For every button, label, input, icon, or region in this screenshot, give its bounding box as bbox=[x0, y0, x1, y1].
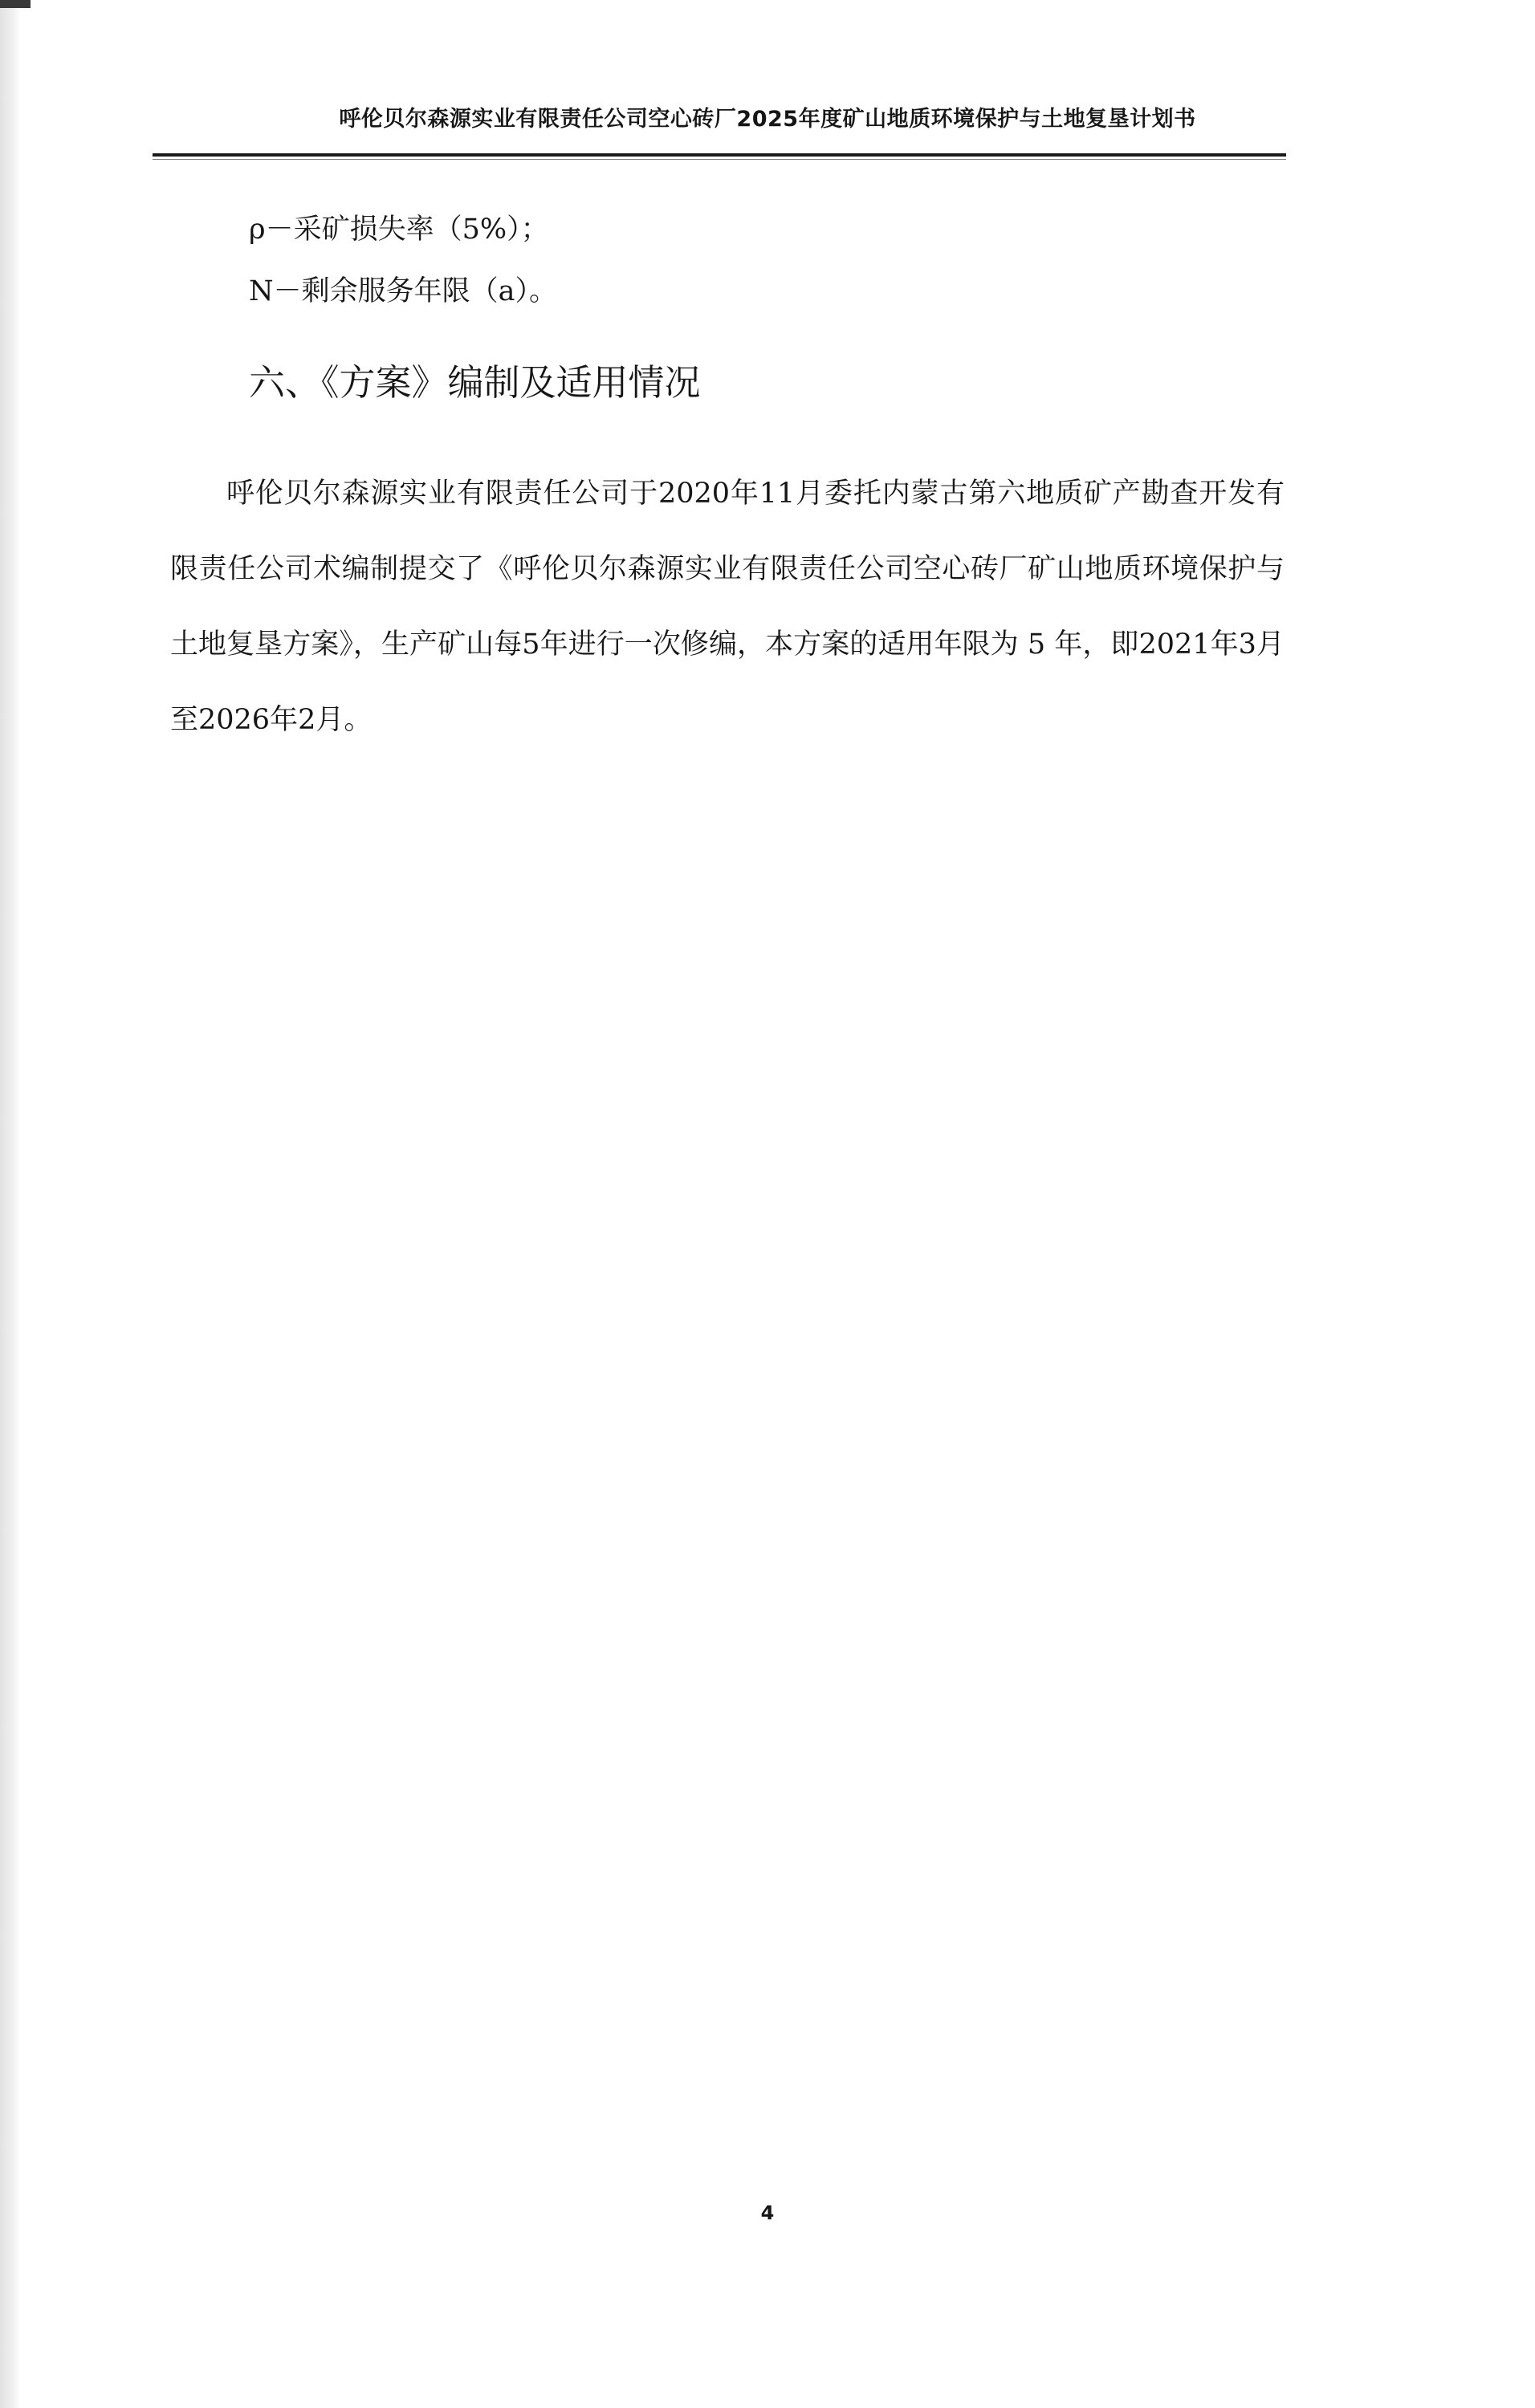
body-paragraph: 呼伦贝尔森源实业有限责任公司于2020年11月委托内蒙古第六地质矿产勘查开发有限责任公司术编制提交了《呼伦贝尔森源实业有限责任公司空心砖厂矿山地质环境保护与土地复垦方案》，生产矿山每5年进行一次修编，本方案的适用年限为 5 年，即2021年3月至2026年2月。 bbox=[170, 478, 1285, 736]
definition-service-years: N－剩余服务年限（a）。 bbox=[249, 275, 557, 307]
header-rule bbox=[153, 153, 1286, 157]
scan-edge-shadow bbox=[0, 0, 21, 2408]
running-header: 呼伦贝尔森源实业有限责任公司空心砖厂2025年度矿山地质环境保护与土地复垦计划书 bbox=[339, 107, 1196, 132]
page-number: 4 bbox=[760, 2202, 775, 2224]
header-rule-thin bbox=[153, 159, 1286, 160]
definition-loss-rate: ρ－采矿损失率（5%）； bbox=[249, 214, 549, 246]
scan-corner-mark bbox=[0, 0, 31, 8]
section-heading: 六、《方案》编制及适用情况 bbox=[249, 361, 701, 404]
